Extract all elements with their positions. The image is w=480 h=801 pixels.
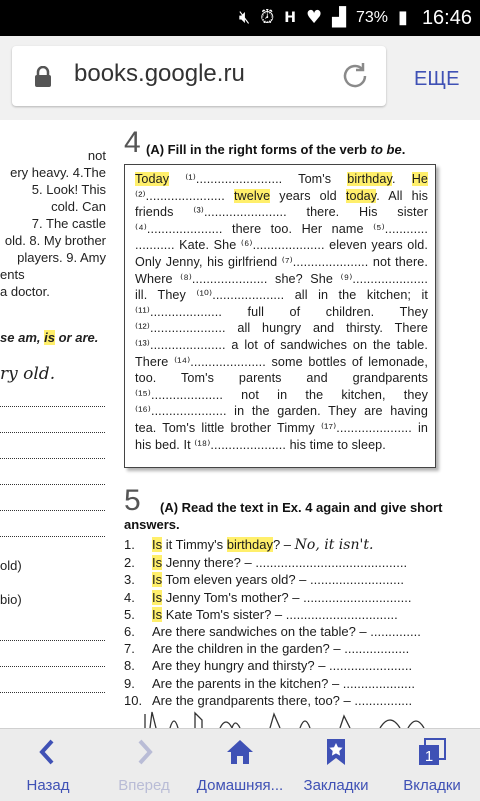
bookmarks-label: Закладки	[303, 777, 369, 794]
highlighted-word: birthday	[226, 537, 273, 552]
left-instruction: se am, is or are.	[0, 330, 99, 345]
question-item	[124, 657, 444, 674]
left-text-line: a doctor.	[0, 284, 50, 299]
left-text-line: ents	[0, 267, 25, 282]
more-button[interactable]: ЕЩЕ	[414, 68, 460, 90]
left-text-line: players. 9. Amy	[17, 250, 106, 265]
answer-line	[0, 666, 105, 667]
answer-line	[0, 406, 105, 407]
question-number: 2.	[124, 555, 135, 571]
question-number: 9.	[124, 675, 135, 691]
browser-toolbar	[0, 36, 480, 120]
tabs-icon	[417, 737, 447, 767]
home-label: Домашняя...	[196, 777, 284, 794]
question-item	[124, 571, 444, 588]
left-text-line: bio)	[0, 592, 22, 607]
exercise-5-title-cont: answers.	[124, 517, 180, 532]
answer-line	[0, 458, 105, 459]
highlighted-word: Is	[152, 537, 163, 552]
lock-icon	[32, 66, 54, 88]
highlighted-word: today	[345, 188, 377, 203]
forward-arrow-icon	[129, 737, 159, 767]
answer-line	[0, 536, 105, 537]
left-text-line: old)	[0, 558, 22, 573]
question-text: Are the parents in the kitchen? – ....................	[152, 675, 416, 691]
highlighted-word: Is	[152, 606, 163, 622]
bottom-navigation	[0, 728, 480, 801]
question-item	[124, 640, 444, 657]
signal-icon: ▟	[332, 7, 346, 28]
answer-line	[0, 432, 105, 433]
text-run: ⁽²⁾......................	[135, 188, 234, 203]
question-text: Kate Tom's sister? – ...............................	[162, 606, 398, 622]
question-number: 10.	[124, 692, 143, 708]
back-arrow-icon	[33, 737, 63, 767]
highlighted-word: Is	[152, 572, 163, 588]
book-page	[0, 120, 480, 728]
highlighted-word: He	[411, 172, 428, 186]
forward-label: Вперед	[118, 777, 170, 794]
question-item	[124, 623, 444, 640]
question-text: Jenny Tom's mother? – ..............................	[162, 589, 412, 605]
text-run: ⁽¹⁾........................ Tom's	[169, 172, 348, 186]
home-button[interactable]	[192, 729, 288, 801]
back-button[interactable]	[0, 729, 96, 801]
left-text-line: 5. Look! This	[31, 182, 106, 197]
tabs-button[interactable]	[384, 729, 480, 801]
bookmarks-button[interactable]	[288, 729, 384, 801]
question-number: 8.	[124, 658, 135, 674]
exercise-4-title: (A) Fill in the right forms of the verb to be.	[146, 142, 406, 157]
exercise-5-questions	[124, 536, 444, 709]
battery-percent: 73%	[356, 9, 389, 26]
exercise-5-number: 5	[124, 484, 141, 517]
favorite-icon: ♥	[306, 7, 323, 28]
text-run: . All his friends ⁽³⁾....................... there. His sister ⁽⁴⁾..................... there too. Her name ⁽⁵⁾............ ........... Kate. She ⁽⁶⁾.................... eleven years old. Only Jenny, his girlfriend ⁽⁷⁾..................... not there. Where ⁽⁸⁾..................... she? She ⁽⁹⁾..................... ill. They ⁽¹⁰⁾.................... all in the kitchen; it ⁽¹¹⁾.................... full of children. They ⁽¹²⁾..................... all hungry and thirsty. There ⁽¹³⁾..................... a lot of sandwiches on the table. There ⁽¹⁴⁾..................... some bottles of lemonade, too. Tom's parents and grandparents ⁽¹⁵⁾.................... not in the kitchen, they ⁽¹⁶⁾..................... in the garden. They are having tea. Tom's little brother Timmy ⁽¹⁷⁾..................... in his bed. It ⁽¹⁸⁾..................... his time to sleep.	[135, 188, 428, 452]
network-h-icon: H	[284, 10, 297, 26]
question-text: ? –	[272, 537, 295, 552]
question-number: 5.	[124, 606, 135, 622]
question-item	[124, 606, 444, 623]
status-bar	[0, 0, 480, 36]
left-text-line: not	[87, 148, 106, 163]
exercise-4-text	[135, 171, 428, 453]
question-text: Are the grandparents there, too? – ................	[152, 692, 413, 708]
highlighted-word: twelve	[233, 188, 271, 203]
battery-icon: ▮	[398, 7, 408, 28]
question-number: 7.	[124, 641, 135, 657]
left-text-line: old. 8. My brother	[4, 233, 106, 248]
question-item	[124, 536, 444, 554]
reload-icon[interactable]	[338, 59, 372, 93]
question-number: 6.	[124, 624, 135, 640]
exercise-4-number: 4	[124, 126, 141, 159]
text-run: years old	[270, 188, 346, 203]
question-item	[124, 692, 444, 709]
left-column-fragment	[0, 120, 110, 728]
question-text: Are the children in the garden? – ..................	[152, 641, 410, 657]
forward-button[interactable]	[96, 729, 192, 801]
url-text[interactable]: books.google.ru	[74, 60, 245, 87]
question-number: 3.	[124, 572, 135, 588]
highlighted-word: Today	[135, 172, 170, 186]
question-item	[124, 589, 444, 606]
back-label: Назад	[26, 777, 70, 794]
question-text: Are they hungry and thirsty? – .......................	[152, 658, 413, 674]
home-icon	[225, 737, 255, 767]
address-bar[interactable]	[12, 46, 386, 106]
highlighted-word: Is	[152, 555, 163, 571]
answer-line	[0, 510, 105, 511]
question-item	[124, 554, 444, 571]
answer-line	[0, 640, 105, 641]
status-icons	[239, 0, 472, 36]
alarm-icon: ⏰︎	[260, 7, 275, 28]
text-run: .	[391, 172, 412, 186]
svg-text:1: 1	[424, 748, 434, 765]
exercise-5-title: (A) Read the text in Ex. 4 again and give short	[160, 500, 443, 515]
highlighted-word: Is	[152, 589, 163, 605]
question-number: 4.	[124, 589, 135, 605]
left-text-line: cold. Can	[51, 199, 106, 214]
answer-line	[0, 484, 105, 485]
answer-line	[0, 692, 105, 693]
mute-icon: 🔇︎	[238, 7, 251, 28]
question-number: 1.	[124, 537, 135, 552]
clock: 16:46	[421, 6, 472, 29]
question-text: it Timmy's	[162, 537, 227, 552]
bookmark-icon	[321, 737, 351, 767]
left-text-line: ery heavy. 4.The	[10, 165, 106, 180]
question-text: Jenny there? – ..........................................	[162, 555, 408, 571]
tabs-label: Вкладки	[403, 777, 461, 794]
decorative-illustrations	[140, 708, 440, 728]
highlighted-word: birthday	[347, 172, 392, 186]
question-text: Are there sandwiches on the table? – ..............	[152, 624, 421, 640]
handwritten-answer: No, it isn't.	[294, 537, 374, 553]
question-text: Tom eleven years old? – ..........................	[162, 572, 404, 588]
handwritten-answer: ry old.	[0, 364, 56, 384]
question-item	[124, 675, 444, 692]
left-text-line: 7. The castle	[31, 216, 106, 231]
exercise-4-text-box	[124, 164, 436, 468]
